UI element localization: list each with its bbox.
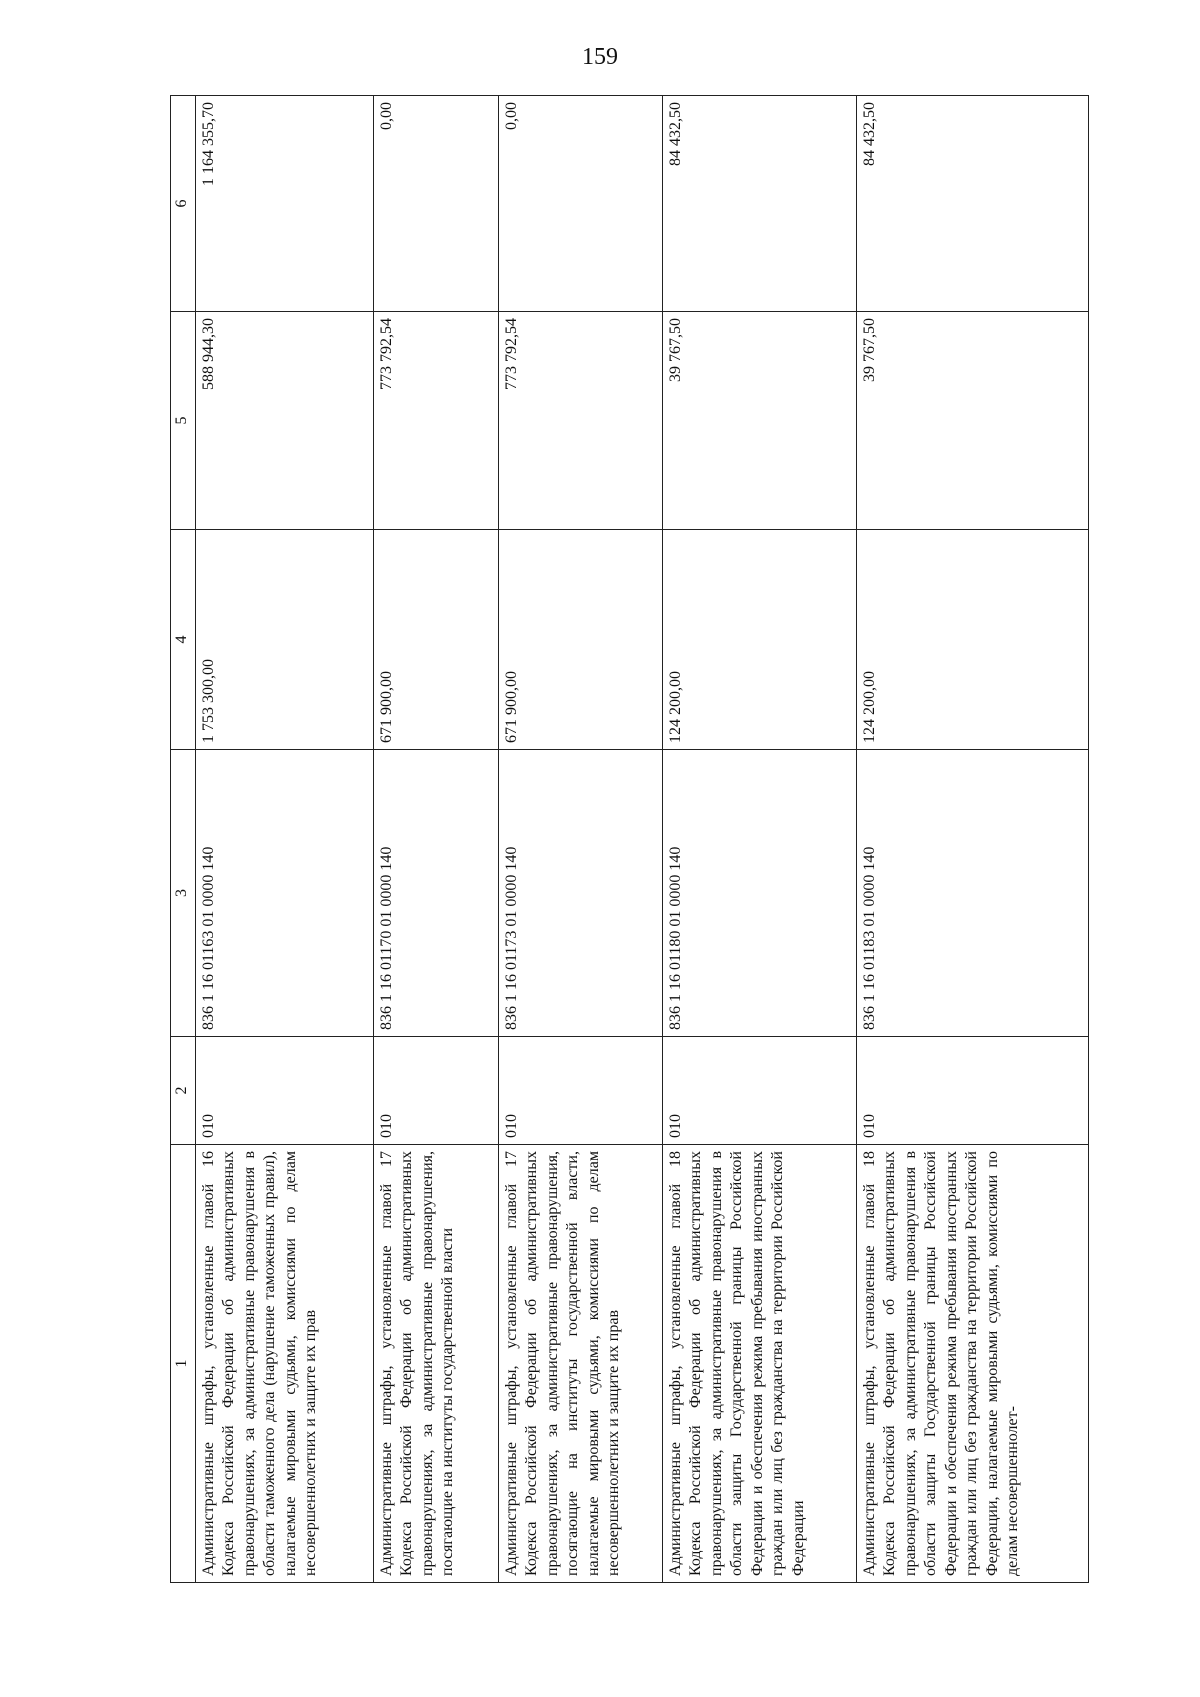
table-row: [374, 96, 499, 1583]
budget-classification-code: 836 1 16 01173 01 0000 140: [499, 750, 663, 1037]
revenue-description: Административные штрафы, установленные главой 17 Кодекса Российской Федерации об административных правонарушениях, за административные правонарушения, посягающие на институты государственной власти, налагаемые мировыми судьями, комиссиями по делам несовершеннолетних и защите их прав: [499, 1145, 663, 1583]
column-header: 2: [171, 1037, 196, 1145]
rotated-table-frame: [170, 96, 1088, 1583]
admin-code: 010: [857, 1037, 1089, 1145]
amount-col6: 0,00: [499, 96, 663, 312]
column-header: 3: [171, 750, 196, 1037]
amount-col4: 671 900,00: [499, 530, 663, 750]
table-row: [857, 96, 1089, 1583]
table-row: [196, 96, 374, 1583]
page-number: 159: [582, 44, 618, 70]
amount-col4: 124 200,00: [663, 530, 857, 750]
column-header: 4: [171, 530, 196, 750]
admin-code: 010: [196, 1037, 374, 1145]
amount-col5: 588 944,30: [196, 312, 374, 530]
amount-col6: 84 432,50: [857, 96, 1089, 312]
admin-code: 010: [499, 1037, 663, 1145]
budget-classification-code: 836 1 16 01180 01 0000 140: [663, 750, 857, 1037]
revenue-description: Административные штрафы, установленные главой 18 Кодекса Российской Федерации об административных правонарушениях, за административные правонарушения в области защиты Государственной границы Российской Федерации и обеспечения режима пребывания иностранных граждан или лиц без гражданства на территории Российской Федерации: [663, 1145, 857, 1583]
amount-col5: 773 792,54: [374, 312, 499, 530]
amount-col5: 773 792,54: [499, 312, 663, 530]
amount-col4: 124 200,00: [857, 530, 1089, 750]
budget-classification-code: 836 1 16 01170 01 0000 140: [374, 750, 499, 1037]
revenue-description: Административные штрафы, установленные главой 17 Кодекса Российской Федерации об административных правонарушениях, за административные правонарушения, посягающие на институты государственной власти: [374, 1145, 499, 1583]
admin-code: 010: [663, 1037, 857, 1145]
revenue-description: Административные штрафы, установленные главой 18 Кодекса Российской Федерации об административных правонарушениях, за административные правонарушения в области защиты Государственной границы Российской Федерации и обеспечения режима пребывания иностранных граждан или лиц без гражданства на территории Российской Федерации, налагаемые мировыми судьями, комиссиями по делам несовершеннолет-: [857, 1145, 1089, 1583]
budget-revenue-table: [170, 95, 1089, 1583]
revenue-description: Административные штрафы, установленные главой 16 Кодекса Российской Федерации об административных правонарушениях, за административные правонарушения в области таможенного дела (нарушение таможенных правил), налагаемые мировыми судьями, комиссиями по делам несовершеннолетних и защите их прав: [196, 1145, 374, 1583]
header-row: [171, 96, 196, 1583]
table-row: [499, 96, 663, 1583]
amount-col4: 671 900,00: [374, 530, 499, 750]
column-header: 5: [171, 312, 196, 530]
column-header: 6: [171, 96, 196, 312]
table-row: [663, 96, 857, 1583]
admin-code: 010: [374, 1037, 499, 1145]
amount-col6: 84 432,50: [663, 96, 857, 312]
amount-col5: 39 767,50: [663, 312, 857, 530]
column-header: 1: [171, 1145, 196, 1583]
budget-classification-code: 836 1 16 01183 01 0000 140: [857, 750, 1089, 1037]
amount-col4: 1 753 300,00: [196, 530, 374, 750]
amount-col6: 1 164 355,70: [196, 96, 374, 312]
budget-classification-code: 836 1 16 01163 01 0000 140: [196, 750, 374, 1037]
amount-col6: 0,00: [374, 96, 499, 312]
amount-col5: 39 767,50: [857, 312, 1089, 530]
